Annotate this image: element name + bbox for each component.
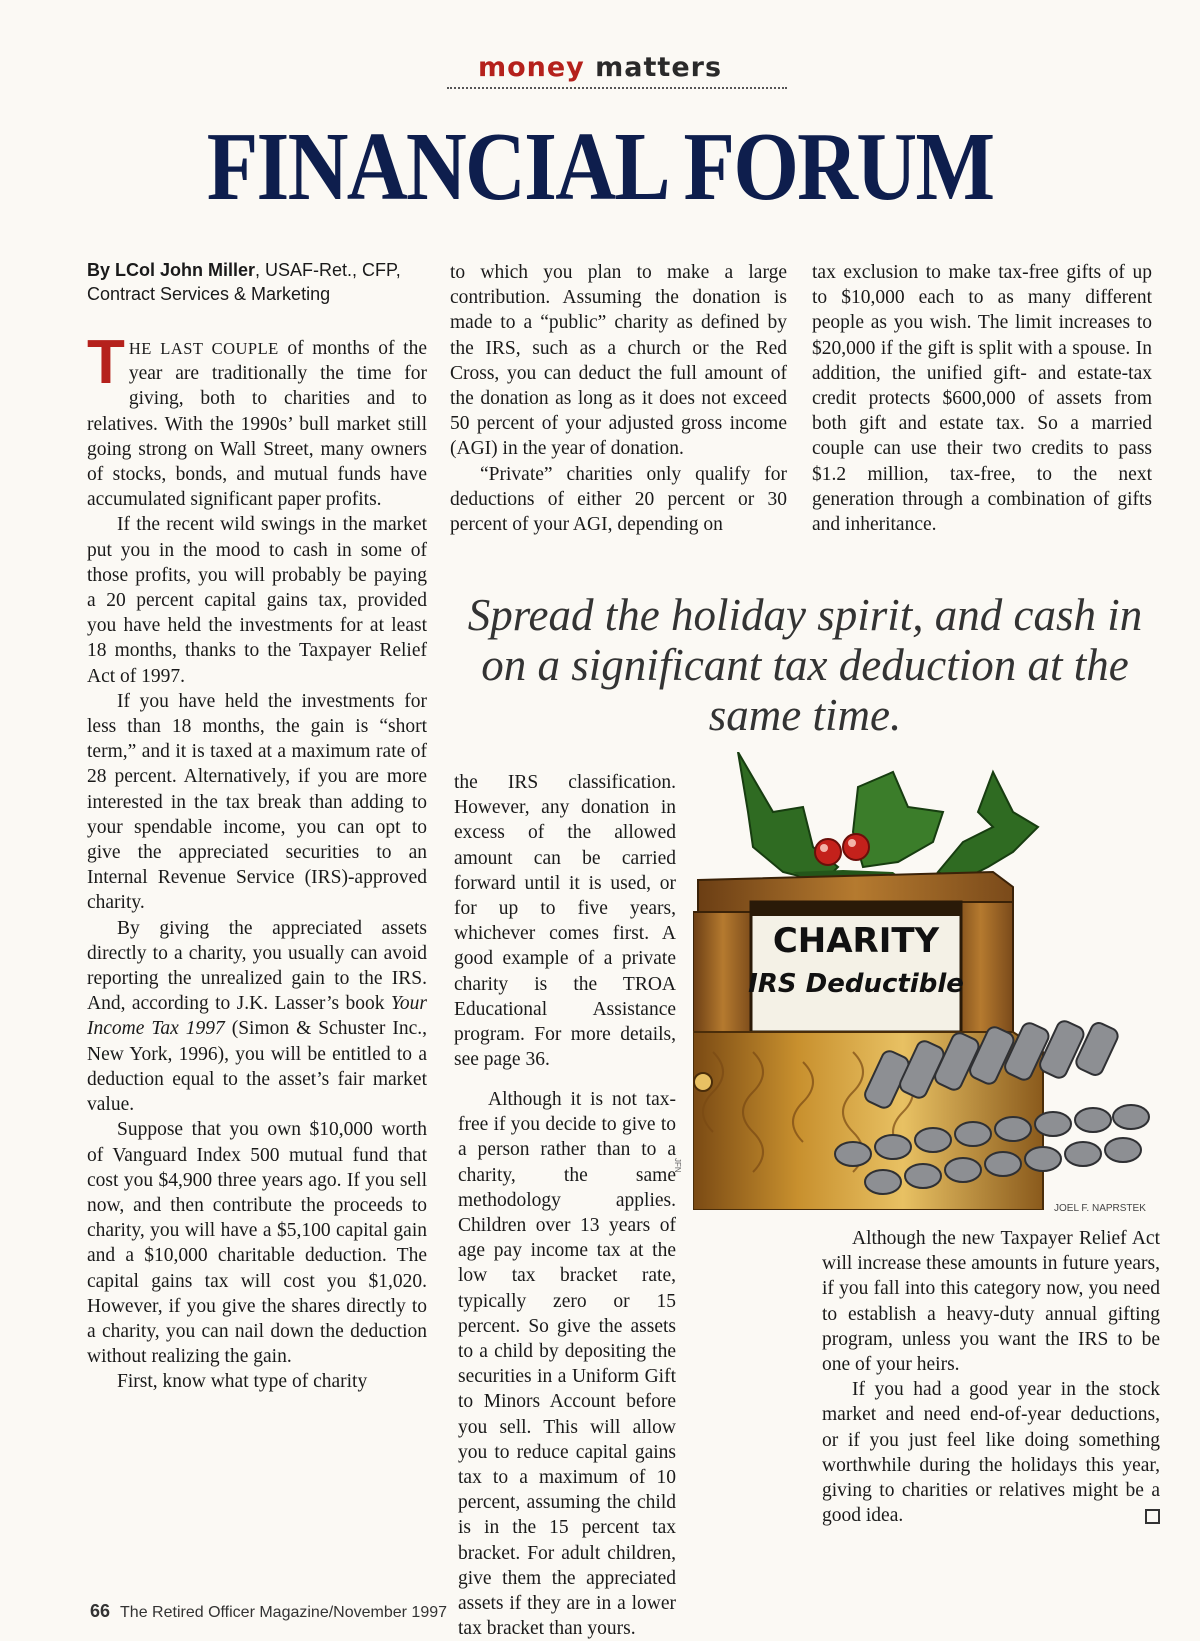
paragraph: Suppose that you own $10,000 worth of Vanguard Index 500 mutual fund that cost you $4,900 three years ago. If you sell now, and then contribute the proceeds to charity, you will have a $5,100 capital gain and a $10,000 charitable deduction. The capital gains tax will cost you $1,020. However, if you give the shares directly to a charity, you can nail down the deduction without realizing the gain. — [87, 1119, 427, 1368]
byline-department: Contract Services & Marketing — [87, 284, 331, 304]
paragraph: to which you plan to make a large contribution. Assuming the donation is made to a “public” charity as defined by the IRS, such as a church or the Red Cross, you can deduct the full amount of the donation as long as it does not exceed 50 percent of your adjusted gross income (AGI) in the year of donation. — [450, 262, 787, 460]
paragraph: tax exclusion to make tax-free gifts of up to $10,000 each to as many different people as you wish. The limit increases to $20,000 if the gift is split with a spouse. In addition, the unified gift- and estate-tax credit protects $600,000 of assets from both gift and estate tax. So a married couple can use their two credits to pass $1.2 million, tax-free, to the next generation through a combination of gifts and inheritance. — [812, 262, 1152, 536]
book-title: Your Income Tax 1997 — [87, 993, 427, 1040]
paragraph: If you had a good year in the stock market and need end-of-year deductions, or if you just feel like doing something worthwhile during the holidays this year, giving to charities or relatives might be a good idea. — [822, 1379, 1160, 1527]
sign-line-irs-deductible: IRS Deductible — [748, 969, 964, 999]
byline-prefix: By — [87, 260, 116, 280]
byline-author: LCol John Miller — [115, 260, 256, 280]
kicker-word-matters: matters — [595, 52, 723, 83]
section-kicker — [0, 52, 1200, 83]
illustration-side-credit: JFN — [673, 1158, 682, 1173]
byline — [87, 258, 427, 306]
article-column-2-narrow — [454, 770, 676, 1072]
page-number: 66 — [90, 1601, 111, 1621]
paragraph: By giving the appreciated assets directly to a charity, you usually can avoid reporting the unrealized gain to the IRS. And, according to J.K. Lasser’s book Your Income Tax 1997 (Simon & Schuster Inc., New York, 1996), you will be entitled to a deduction equal to the asset’s fair market value. — [87, 917, 427, 1116]
page-footer — [90, 1601, 447, 1622]
article-column-3-top — [812, 260, 1152, 537]
paragraph: First, know what type of charity — [117, 1371, 368, 1393]
publication-line: The Retired Officer Magazine/November 1997 — [120, 1604, 448, 1621]
pull-quote: Spread the holiday spirit, and cash in on a significant tax deduction at the same time. — [467, 590, 1143, 740]
article-column-3-bottom — [822, 1226, 1160, 1528]
paragraph: the IRS classification. However, any donation in excess of the allowed amount can be carried forward until it is used, or for up to five years, whichever comes first. A good example of a private charity is the TROA Educational Assistance program. For more details, see page 36. — [454, 772, 676, 1071]
paragraph: Although it is not tax-free if you decide to give to a person rather than to a charity, the same methodology applies. Children over 13 years of age pay income tax at the low tax bracket rate, typically zero or 15 percent. So give the assets to a child by depositing the securities in a Uniform Gift to Minors Account before you sell. This will allow you to reduce capital gains tax to a maximum of 10 percent, assuming the child is in the 15 percent tax bracket. For adult children, give them the appreciated assets if they are in a lower tax bracket than yours. — [458, 1089, 676, 1640]
byline-credentials: , USAF-Ret., CFP, — [255, 260, 401, 280]
paragraph: If the recent wild swings in the market put you in the mood to cash in some of those profits, you will probably be paying a 20 percent capital gains tax, provided you have held the investments for at least 18 months, thanks to the Taxpayer Relief Act of 1997. — [87, 514, 427, 687]
sign-line-charity: CHARITY — [772, 921, 940, 961]
kicker-dotted-rule — [447, 87, 787, 89]
article-column-1 — [87, 258, 427, 1395]
cash-register-illustration — [693, 752, 1163, 1210]
paragraph: Although the new Taxpayer Relief Act will increase these amounts in future years, if you fall into this category now, you need to establish a heavy-duty annual gifting program, unless you want the IRS to be one of your heirs. — [822, 1228, 1160, 1376]
paragraph: If you have held the investments for less than 18 months, the gain is “short term,” and it is taxed at a maximum rate of 28 percent. Alternatively, if you are more interested in the tax break than adding to your spendable income, you can opt to give the appreciated securities to an Internal Revenue Service (IRS)-approved charity. — [87, 690, 427, 914]
kicker-word-money: money — [477, 52, 585, 83]
end-of-article-mark — [1145, 1509, 1160, 1524]
paragraph: THE LAST COUPLE of months of the year are traditionally the time for giving, both to charities and to relatives. With the 1990s’ bull market still going strong on Wall Street, many owners of stocks, bonds, and mutual funds have accumulated significant paper profits. — [87, 328, 427, 511]
page-title: FINANCIAL FORUM — [206, 113, 994, 221]
lead-smallcaps: HE LAST COUPLE — [128, 339, 279, 358]
paragraph: “Private” charities only qualify for deductions of either 20 percent or 30 percent of your AGI, depending on — [450, 463, 787, 536]
illustration-credit: JOEL F. NAPRSTEK — [1054, 1203, 1146, 1214]
drop-cap: T — [87, 328, 125, 397]
article-column-2-top — [450, 260, 787, 537]
crank-handle-icon — [694, 1073, 712, 1091]
